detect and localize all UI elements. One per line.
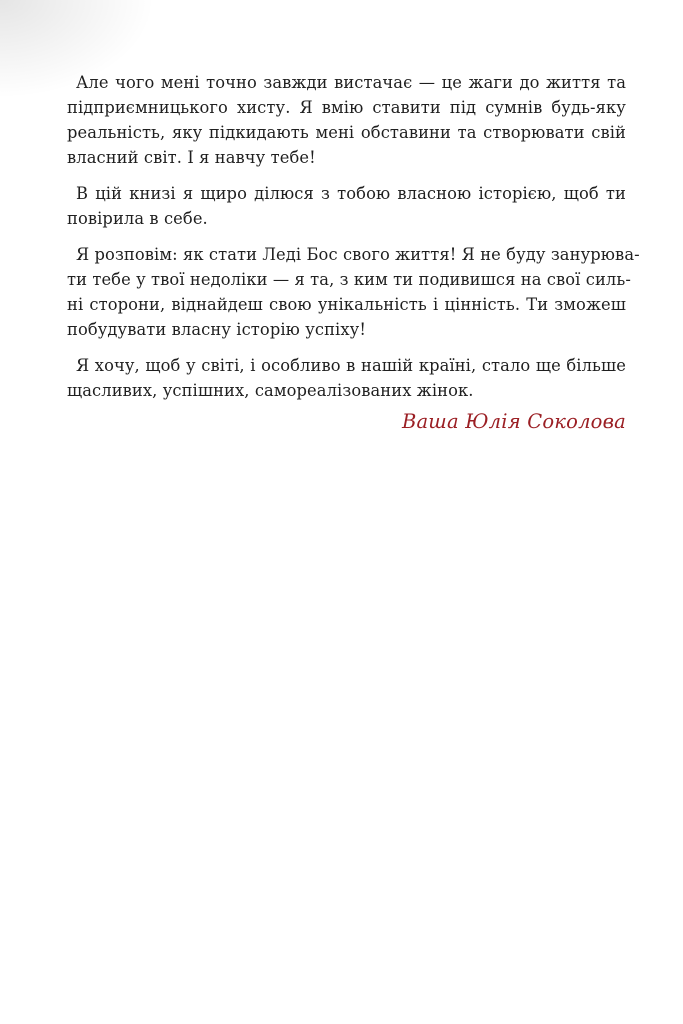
- body-text: [67, 70, 640, 414]
- text-line: побудувати власну історію успіху!: [67, 320, 366, 339]
- text-line: Я хочу, щоб у світі, і особливо в нашій країні, стало ще більше: [76, 356, 626, 375]
- text-line: підприємницького хисту. Я вмію ставити під сумнів будь-яку: [67, 98, 626, 117]
- text-line: щасливих, успішних, самореалізованих жінок.: [67, 381, 474, 400]
- text-line: ти тебе у твої недоліки — я та, з ким ти подивишся на свої силь-: [67, 270, 631, 289]
- text-line: Я розповім: як стати Леді Бос свого життя! Я не буду занурюва-: [76, 245, 640, 264]
- text-line: реальність, яку підкидають мені обставини та створювати свій: [67, 123, 626, 142]
- paragraph-4: [67, 353, 626, 403]
- paragraph-2: [67, 181, 626, 231]
- paragraph-1: [67, 70, 626, 170]
- author-signature: Ваша Юлія Соколова: [401, 410, 626, 433]
- text-line: ні сторони, віднайдеш свою унікальність і цінність. Ти зможеш: [67, 295, 626, 314]
- paragraph-3: [67, 242, 640, 342]
- text-line: власний світ. І я навчу тебе!: [67, 148, 316, 167]
- text-line: В цій книзі я щиро ділюся з тобою власною історією, щоб ти: [76, 184, 626, 203]
- text-line: Але чого мені точно завжди вистачає — це жаги до життя та: [76, 73, 626, 92]
- text-line: повірила в себе.: [67, 209, 208, 228]
